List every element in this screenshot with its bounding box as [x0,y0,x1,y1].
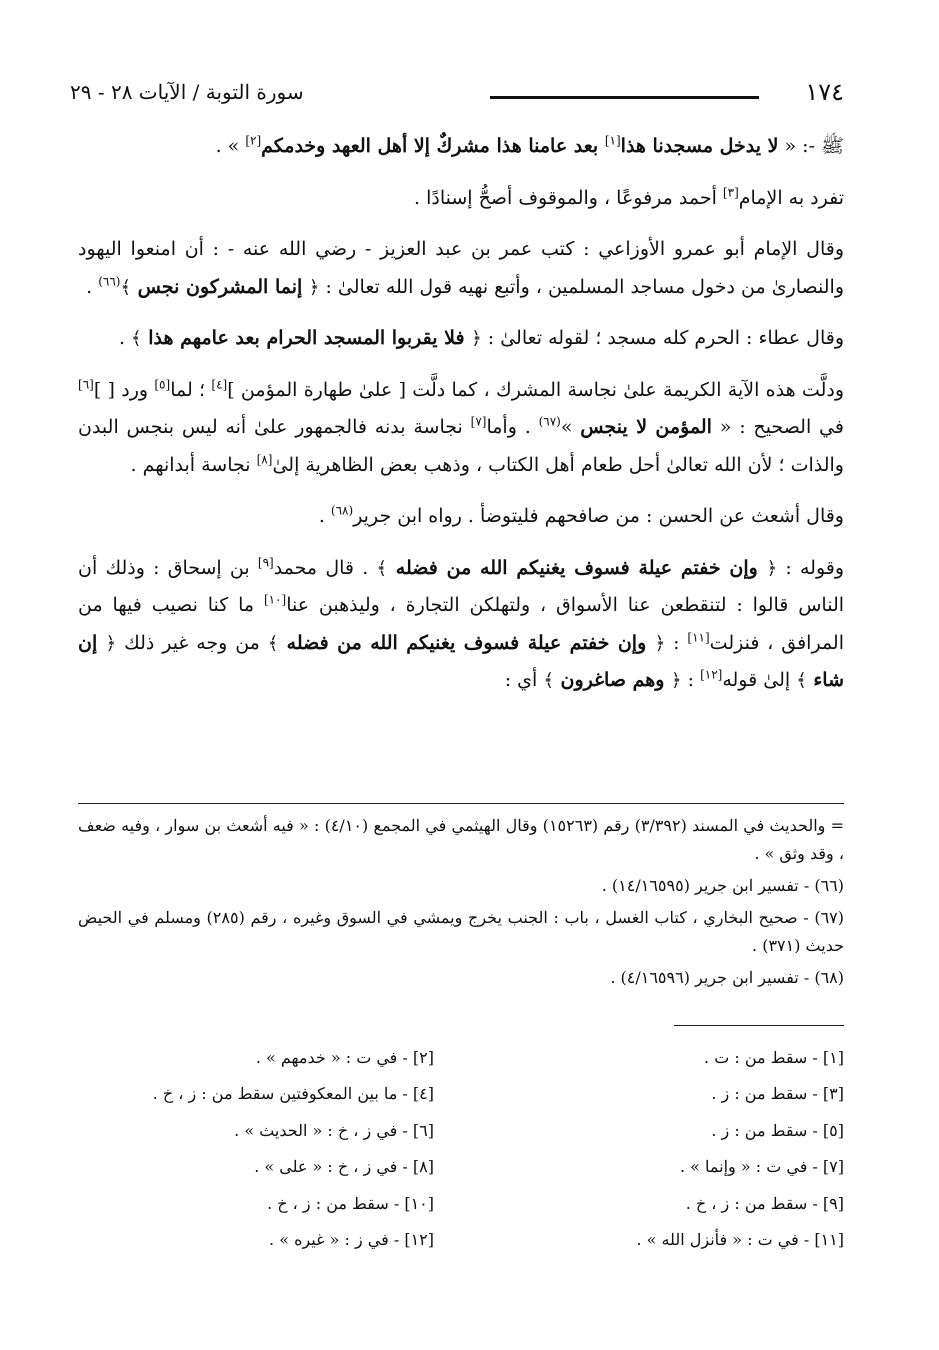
quran-bracket-close: ﴾ [120,276,132,298]
paragraph-impurity [78,372,844,485]
variant-note: [٣] - سقط من : ز . [711,1084,844,1104]
quran-bracket-open: ﴿ [308,276,320,298]
variant-ref: [٩] [257,555,274,570]
text-segment: » . [215,135,246,157]
text-segment: . [118,327,132,349]
footnote-ref: (٦٦) [98,274,121,289]
footnote-divider [78,803,844,804]
quran-verse: إنما المشركون نجس [131,275,309,298]
variants-column-left [94,1040,434,1258]
footnote-67: (٦٧) - صحيح البخاري ، كتاب الغسل ، باب : الجنب يخرج ويمشي في السوق وغيره ، رقم (٢٨٥) ومسلم في الحيض حديث (٣٧١) . [78,908,845,955]
variant-note: [١٢] - في ز : « غيره » . [269,1229,434,1249]
text-segment: ﷺ -: « [778,135,844,157]
quran-verse: فلا يقربوا المسجد الحرام بعد عامهم هذا [141,327,472,349]
variant-note: [٥] - سقط من : ز . [711,1120,844,1140]
hadith-text: المؤمن لا ينجس [580,416,712,438]
paragraph-awzai [78,231,844,306]
paragraph-tafsir-verse [78,550,844,700]
variant-ref: [٧] [470,414,487,429]
paragraph-narration-note [78,180,844,218]
header-rule [490,96,759,99]
variant-note: [٧] - في ت : « وإنما » . [679,1157,844,1177]
quran-bracket-open: ﴿ [766,557,778,579]
variants-divider [674,1025,844,1026]
text-segment: . وأما [486,416,539,438]
paragraph-hadith [78,128,844,166]
variant-note: [١٠] - سقط من : ز ، خ . [267,1193,434,1213]
page-number: ١٧٤ [805,78,844,106]
variant-note: [٢] - في ت : « خدمهم » . [255,1048,434,1067]
footnote-68: (٦٨) - تفسير ابن جرير (٤/١٦٥٩٦) . [610,968,844,987]
paragraph-hasan [78,498,844,536]
footnote-continued: = والحديث في المسند (٣/٣٩٢) رقم (١٥٢٦٣) وقال الهيثمي في المجمع (٤/١٠) : « فيه أشعث بن سوار ، وفيه ضعف ، وقد وثق » . [78,816,845,863]
text-segment: ؛ لما [170,378,212,401]
quran-bracket-close: ﴾ [267,632,279,654]
text-segment: ودلَّت هذه الآية الكريمة علىٰ نجاسة المشرك ، كما دلَّت [ علىٰ طهارة المؤمن ] [227,378,844,401]
text-segment: تفرد به الإمام [738,186,844,209]
variant-ref: [٣] [722,185,739,200]
quran-bracket-close: ﴾ [131,328,142,349]
text-segment: . [86,275,99,298]
quran-bracket-open: ﴿ [105,632,117,654]
variant-ref: [٤] [211,377,228,392]
footnote-ref: (٦٧) [538,414,561,429]
quran-verse: وإن خفتم عيلة فسوف يغنيكم الله من فضله [278,631,655,654]
variant-ref: [٨] [256,452,273,467]
page-header [70,78,844,114]
text-segment: أحمد مرفوعًا ، والموقوف أصحُّ إسنادًا . [414,186,723,209]
variant-ref: [١٠] [263,592,287,607]
quran-verse: وإن خفتم عيلة فسوف يغنيكم الله من فضله [387,556,767,579]
variant-note: [١] - سقط من : ت . [704,1048,844,1067]
text-segment: نجاسة بدنه فالجمهور علىٰ أنه ليس بنجس البدن والذات ؛ لأن الله تعالىٰ أحل طعام أهل الكتاب ، وذهب بعض الظاهرية إلىٰ [78,416,844,476]
hadith-text: لا يدخل مسجدنا هذا [620,135,779,157]
variant-ref: [١٢] [700,667,723,682]
variant-ref: [٦] [78,377,94,392]
quran-bracket-close: ﴾ [543,670,554,691]
variant-note: [٦] - في ز ، خ : « الحديث » . [234,1120,434,1140]
quran-bracket-close: ﴾ [376,557,387,579]
footnote-ref: (٦٨) [330,503,354,518]
variant-ref: [١] [604,133,621,148]
text-segment: وقال الإمام أبو عمرو الأوزاعي : كتب عمر بن عبد العزيز - رضي الله عنه - : أن امنعوا اليهود والنصارىٰ من دخول مساجد المسلمين ، وأتبع نهيه قول الله تعالىٰ : [78,238,844,298]
footnotes [78,812,844,996]
variant-note: [٨] - في ز ، خ : « على » . [254,1157,434,1177]
text-segment: بن إسحاق : وذلك أن الناس قالوا : لتنقطعن عنا الأسواق ، ولتهلكن التجارة ، وليذهبن عنا [78,556,845,616]
quran-bracket-open: ﴿ [671,670,682,691]
quran-bracket-close: ﴾ [796,670,807,691]
text-segment: وقوله : [777,556,845,579]
text-segment: من وجه غير ذلك [116,631,268,654]
variant-ref: [١١] [687,630,710,645]
text-segment: أي : [504,669,544,691]
quran-verse: وهم صاغرون [553,669,672,691]
text-segment: نجاسة أبدانهم . [130,453,257,476]
text-segment: » [560,416,581,438]
text-segment: ما كنا نصيب فيها من المرافق ، فنزلت [78,594,845,654]
text-segment: إلىٰ قوله [722,669,797,691]
variant-note: [٩] - سقط من : ز ، خ . [685,1193,844,1213]
text-segment: . قال محمد [273,556,377,579]
paragraph-ata [78,320,844,358]
quran-verse: إن شاء [78,631,844,691]
variant-ref: [٥] [154,377,171,392]
variant-note: [٤] - ما بين المعكوفتين سقط من : ز ، خ . [152,1084,434,1104]
running-title: سورة التوبة / الآيات ٢٨ - ٢٩ [70,80,304,104]
variant-note: [١١] - في ت : « فأنزل الله » . [636,1229,844,1249]
quran-bracket-open: ﴿ [654,632,666,654]
text-segment: ورد [ ] [93,378,155,401]
hadith-text: بعد عامنا هذا مشركٌ إلا أهل العهد وخدمكم [261,135,605,157]
text-segment: . [318,505,331,527]
text-segment: : [665,631,688,654]
text-segment: في الصحيح : « [711,416,844,438]
text-segment: وقال عطاء : الحرم كله مسجد ؛ لقوله تعالىٰ : [481,327,844,349]
text-segment: : [681,669,701,691]
text-segment: وقال أشعث عن الحسن : من صافحهم فليتوضأ . رواه ابن جرير [353,505,844,527]
variant-ref: [٢] [245,133,262,148]
main-text [78,128,844,714]
quran-bracket-open: ﴿ [471,328,482,349]
variants-column-right [534,1040,844,1258]
footnote-66: (٦٦) - تفسير ابن جرير (١٤/١٦٥٩٥) . [601,876,844,895]
